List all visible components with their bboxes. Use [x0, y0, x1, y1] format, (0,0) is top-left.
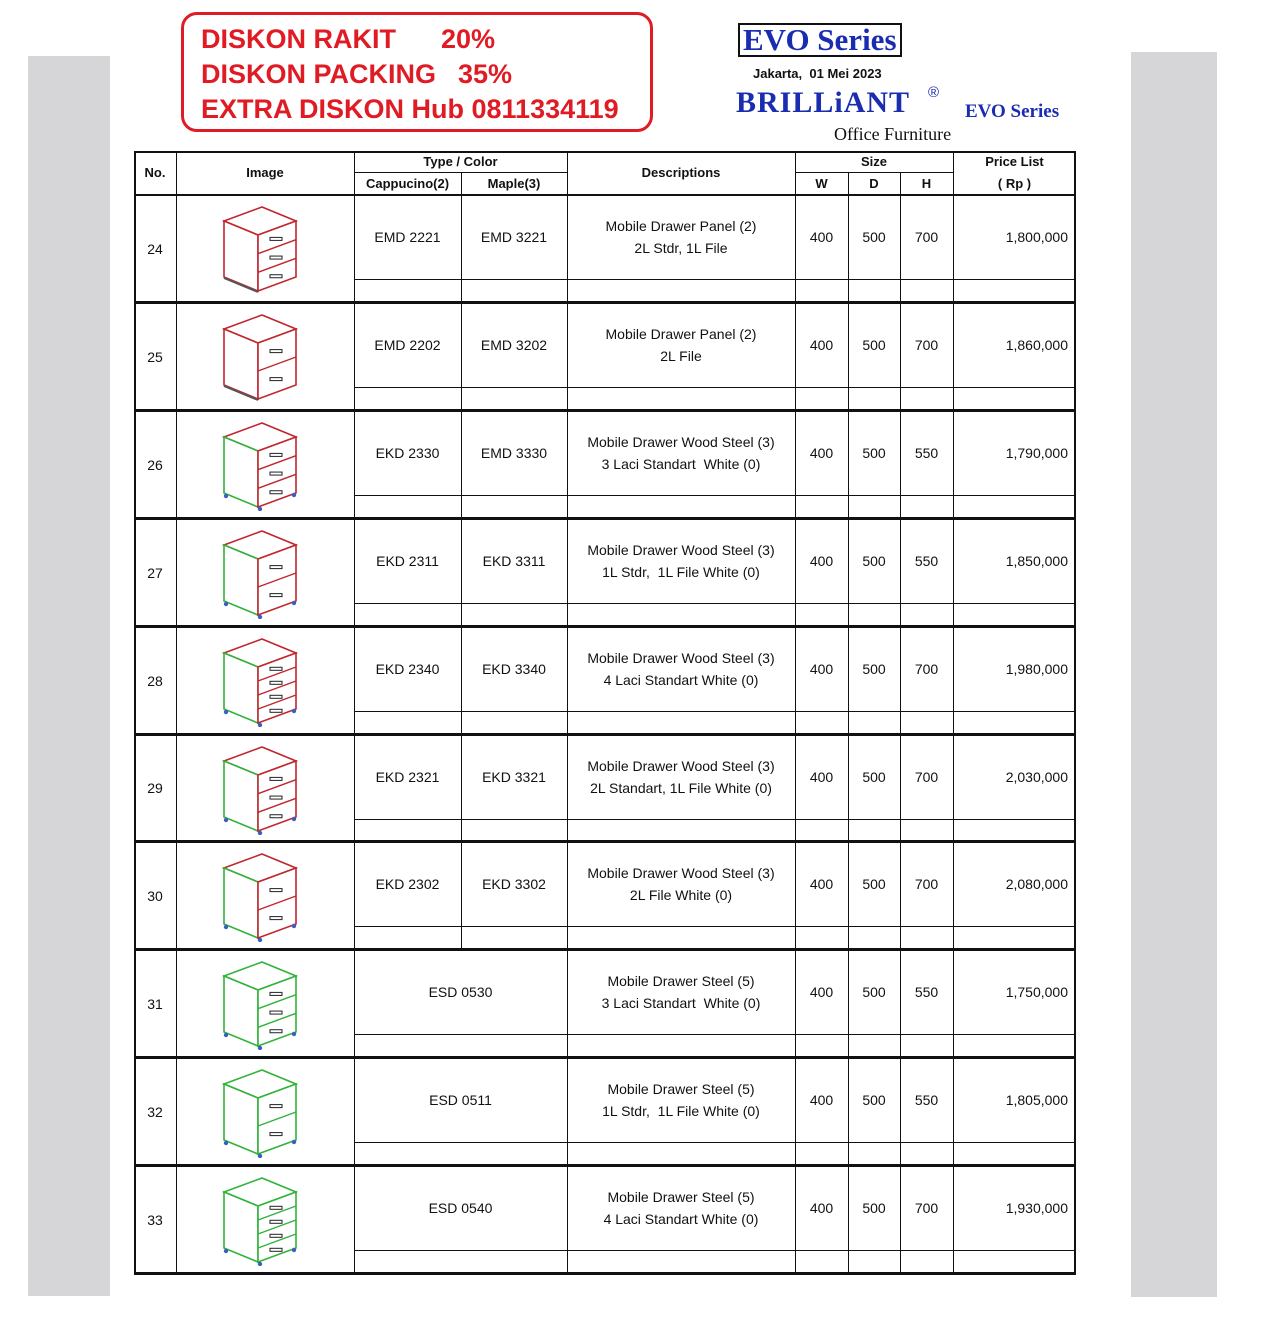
- row-subline: [354, 279, 1076, 280]
- col-line-no: [176, 151, 177, 1274]
- size-height: 700: [914, 876, 939, 893]
- description: [567, 950, 795, 1034]
- maple-code: EKD 3340: [482, 660, 546, 677]
- left-margin-panel: [28, 56, 110, 1296]
- description-line-2: 4 Laci Standart White (0): [603, 1211, 759, 1228]
- row-number: 33: [147, 1212, 163, 1229]
- extra-discount-contact: EXTRA DISKON Hub 0811334119: [201, 94, 619, 124]
- row-number: 28: [147, 672, 163, 689]
- price: 1,750,000: [1005, 984, 1068, 1001]
- table-right-border: [1074, 151, 1076, 1274]
- size-depth: 500: [862, 229, 886, 245]
- description: [567, 1166, 795, 1250]
- header-descriptions: Descriptions: [641, 165, 721, 180]
- header-maple: Maple(3): [487, 176, 541, 191]
- table-left-border: [134, 151, 136, 1274]
- type-code: ESD 0511: [429, 1092, 492, 1109]
- price: 1,980,000: [1005, 660, 1068, 677]
- cappucino-code: EKD 2330: [375, 444, 440, 461]
- description-line-1: Mobile Drawer Wood Steel (3): [587, 865, 775, 882]
- discount-packing-value: 35%: [458, 59, 513, 89]
- size-height: 550: [914, 1092, 939, 1109]
- col-line-d: [848, 950, 849, 1058]
- header-height: H: [921, 176, 932, 191]
- size-height: 700: [914, 1200, 939, 1217]
- size-depth: 500: [862, 1092, 886, 1109]
- price: 1,790,000: [1005, 444, 1068, 461]
- price: 2,080,000: [1005, 876, 1068, 893]
- price-list-table: [134, 151, 1076, 1274]
- row-subline: [354, 603, 1076, 604]
- row-subline: [354, 1142, 1076, 1143]
- row-border: [134, 1272, 1076, 1275]
- drawer-wood-steel-icon: [204, 527, 304, 624]
- size-depth: 500: [862, 768, 886, 785]
- row-subline: [354, 926, 1076, 927]
- drawer-wood-steel-icon: [204, 635, 304, 732]
- size-height: 550: [914, 552, 939, 569]
- col-line-maple: [461, 411, 462, 519]
- col-line-maple: [461, 842, 462, 950]
- col-line-d: [848, 735, 849, 843]
- row-border: [134, 1164, 1076, 1167]
- description: [567, 195, 795, 279]
- description-line-1: Mobile Drawer Panel (2): [605, 325, 757, 342]
- type-code: ESD 0540: [428, 1200, 493, 1217]
- col-line-desc: [795, 151, 796, 1274]
- col-line-h: [900, 627, 901, 735]
- size-depth: 500: [862, 552, 886, 569]
- discount-box: [181, 12, 653, 132]
- row-border: [134, 733, 1076, 736]
- brand-logo: BRILLiANT: [736, 86, 911, 119]
- drawer-wood-steel-icon: [204, 743, 304, 840]
- row-number: 25: [147, 348, 163, 365]
- description: [567, 519, 795, 603]
- drawer-wood-steel-icon: [204, 850, 304, 947]
- date-line: Jakarta, 01 Mei 2023: [753, 66, 882, 81]
- description-line-1: Mobile Drawer Wood Steel (3): [587, 757, 775, 774]
- description-line-2: 3 Laci Standart White (0): [601, 455, 761, 472]
- drawer-panel-icon: [204, 311, 304, 408]
- col-line-h: [900, 1058, 901, 1166]
- maple-code: EKD 3302: [482, 876, 546, 893]
- price: 1,800,000: [1005, 229, 1068, 245]
- price: 1,805,000: [1005, 1092, 1068, 1109]
- row-number: 26: [147, 456, 163, 473]
- maple-code: EMD 3330: [480, 444, 548, 461]
- col-line-d-header: [848, 173, 849, 195]
- price: 1,850,000: [1005, 552, 1068, 569]
- right-margin-panel: [1131, 52, 1217, 1297]
- drawer-wood-steel-icon: [204, 419, 304, 516]
- drawer-steel-icon: [204, 1066, 304, 1163]
- row-number: 27: [147, 564, 163, 581]
- col-line-d: [848, 519, 849, 627]
- col-line-d: [848, 627, 849, 735]
- col-line-h: [900, 735, 901, 843]
- registered-mark: ®: [928, 84, 940, 101]
- col-line-maple-header: [461, 173, 462, 195]
- header-image: Image: [246, 165, 284, 180]
- size-height: 550: [914, 444, 939, 461]
- row-border: [134, 517, 1076, 520]
- row-border: [134, 301, 1076, 304]
- discount-packing-label: DISKON PACKING: [201, 59, 437, 89]
- col-line-h: [900, 303, 901, 411]
- col-line-d: [848, 303, 849, 411]
- drawer-steel-icon: [204, 958, 304, 1055]
- size-width: 400: [809, 229, 834, 245]
- description-line-1: Mobile Drawer Wood Steel (3): [587, 433, 775, 450]
- description-line-1: Mobile Drawer Panel (2): [605, 218, 757, 234]
- brand-series: EVO Series: [965, 101, 1060, 122]
- size-height: 700: [914, 229, 939, 245]
- maple-code: EMD 3221: [480, 229, 548, 245]
- description-line-2: 2L File: [660, 347, 702, 364]
- col-line-h-header: [900, 173, 901, 195]
- header-size: Size: [860, 154, 887, 169]
- drawer-steel-icon: [204, 1174, 304, 1271]
- cappucino-code: EKD 2321: [375, 768, 440, 785]
- size-width: 400: [809, 444, 834, 461]
- size-width: 400: [809, 552, 834, 569]
- size-height: 550: [914, 984, 939, 1001]
- col-line-d: [848, 842, 849, 950]
- header-subline-size: [795, 172, 953, 173]
- row-subline: [354, 711, 1076, 712]
- header-depth: D: [869, 176, 879, 191]
- maple-code: EKD 3321: [482, 768, 546, 785]
- size-depth: 500: [862, 876, 886, 893]
- cappucino-code: EMD 2202: [374, 336, 441, 353]
- description: [567, 1058, 795, 1142]
- description-line-2: 3 Laci Standart White (0): [601, 995, 761, 1012]
- drawer-panel-icon: [204, 203, 304, 300]
- row-number: 32: [147, 1104, 163, 1121]
- description-line-2: 1L Stdr, 1L File White (0): [602, 1103, 760, 1120]
- col-line-d: [848, 1058, 849, 1166]
- size-height: 700: [914, 768, 939, 785]
- table-top-border: [134, 151, 1076, 153]
- description: [567, 411, 795, 495]
- size-width: 400: [809, 876, 834, 893]
- col-line-h: [900, 1166, 901, 1274]
- row-number: 30: [147, 888, 163, 905]
- cappucino-code: EKD 2340: [375, 660, 440, 677]
- size-depth: 500: [862, 336, 886, 353]
- col-line-size: [953, 151, 954, 1274]
- description-line-1: Mobile Drawer Wood Steel (3): [587, 649, 775, 666]
- size-width: 400: [809, 1092, 834, 1109]
- size-height: 700: [914, 336, 939, 353]
- row-subline: [354, 387, 1076, 388]
- col-line-maple: [461, 519, 462, 627]
- header-bottom-border: [134, 194, 1076, 196]
- price: 1,860,000: [1005, 336, 1068, 353]
- col-line-d: [848, 195, 849, 303]
- description-line-2: 1L Stdr, 1L File White (0): [602, 563, 760, 580]
- row-subline: [354, 1250, 1076, 1251]
- cappucino-code: EKD 2302: [375, 876, 440, 893]
- row-number: 29: [147, 780, 163, 797]
- col-line-d: [848, 1166, 849, 1274]
- header-cappucino: Cappucino(2): [365, 176, 450, 191]
- row-subline: [354, 1034, 1076, 1035]
- size-width: 400: [809, 336, 834, 353]
- brand-subtitle: Office Furniture: [834, 124, 952, 144]
- description-line-1: Mobile Drawer Steel (5): [607, 1189, 755, 1206]
- size-width: 400: [809, 1200, 834, 1217]
- series-title: EVO Series: [738, 23, 902, 57]
- col-line-h: [900, 950, 901, 1058]
- description-line-2: 2L File White (0): [629, 887, 733, 904]
- col-line-maple: [461, 627, 462, 735]
- cappucino-code: EKD 2311: [376, 552, 439, 569]
- header-price-list: Price List: [985, 154, 1044, 169]
- col-line-d: [848, 411, 849, 519]
- discount-rakit-label: DISKON RAKIT: [201, 24, 396, 54]
- description-line-2: 2L Standart, 1L File White (0): [590, 779, 772, 796]
- discount-rakit-value: 20%: [441, 24, 496, 54]
- description: [567, 842, 795, 926]
- col-line-h: [900, 411, 901, 519]
- price: 2,030,000: [1005, 768, 1068, 785]
- row-border: [134, 948, 1076, 951]
- size-depth: 500: [862, 984, 886, 1001]
- size-depth: 500: [862, 1200, 886, 1217]
- description: [567, 627, 795, 711]
- col-line-image: [354, 151, 355, 1274]
- size-height: 700: [914, 660, 939, 677]
- row-border: [134, 625, 1076, 628]
- header-no: No.: [144, 165, 166, 180]
- description-line-1: Mobile Drawer Steel (5): [607, 1081, 755, 1098]
- header-price-unit: ( Rp ): [997, 176, 1032, 191]
- description-line-1: Mobile Drawer Steel (5): [607, 973, 755, 990]
- header-width: W: [815, 176, 828, 191]
- size-width: 400: [809, 984, 834, 1001]
- maple-code: EKD 3311: [482, 552, 546, 569]
- maple-code: EMD 3202: [480, 336, 548, 353]
- row-border: [134, 409, 1076, 412]
- description: [567, 735, 795, 819]
- row-border: [134, 1056, 1076, 1059]
- price: 1,930,000: [1005, 1200, 1068, 1217]
- row-subline: [354, 495, 1076, 496]
- type-code: ESD 0530: [428, 984, 493, 1001]
- description-line-1: Mobile Drawer Wood Steel (3): [587, 541, 775, 558]
- col-line-maple: [461, 735, 462, 843]
- size-depth: 500: [862, 660, 886, 677]
- size-width: 400: [809, 768, 834, 785]
- col-line-h: [900, 195, 901, 303]
- col-line-h: [900, 842, 901, 950]
- col-line-maple: [461, 195, 462, 303]
- row-number: 24: [147, 240, 163, 257]
- cappucino-code: EMD 2221: [374, 229, 441, 245]
- size-depth: 500: [862, 444, 886, 461]
- row-subline: [354, 819, 1076, 820]
- description-line-2: 4 Laci Standart White (0): [603, 671, 759, 688]
- header-type-color: Type / Color: [423, 154, 498, 169]
- col-line-maple: [461, 303, 462, 411]
- col-line-type: [567, 151, 568, 1274]
- row-number: 31: [147, 996, 163, 1013]
- description: [567, 303, 795, 387]
- col-line-h: [900, 519, 901, 627]
- description-line-2: 2L Stdr, 1L File: [634, 240, 728, 256]
- size-width: 400: [809, 660, 834, 677]
- row-border: [134, 840, 1076, 843]
